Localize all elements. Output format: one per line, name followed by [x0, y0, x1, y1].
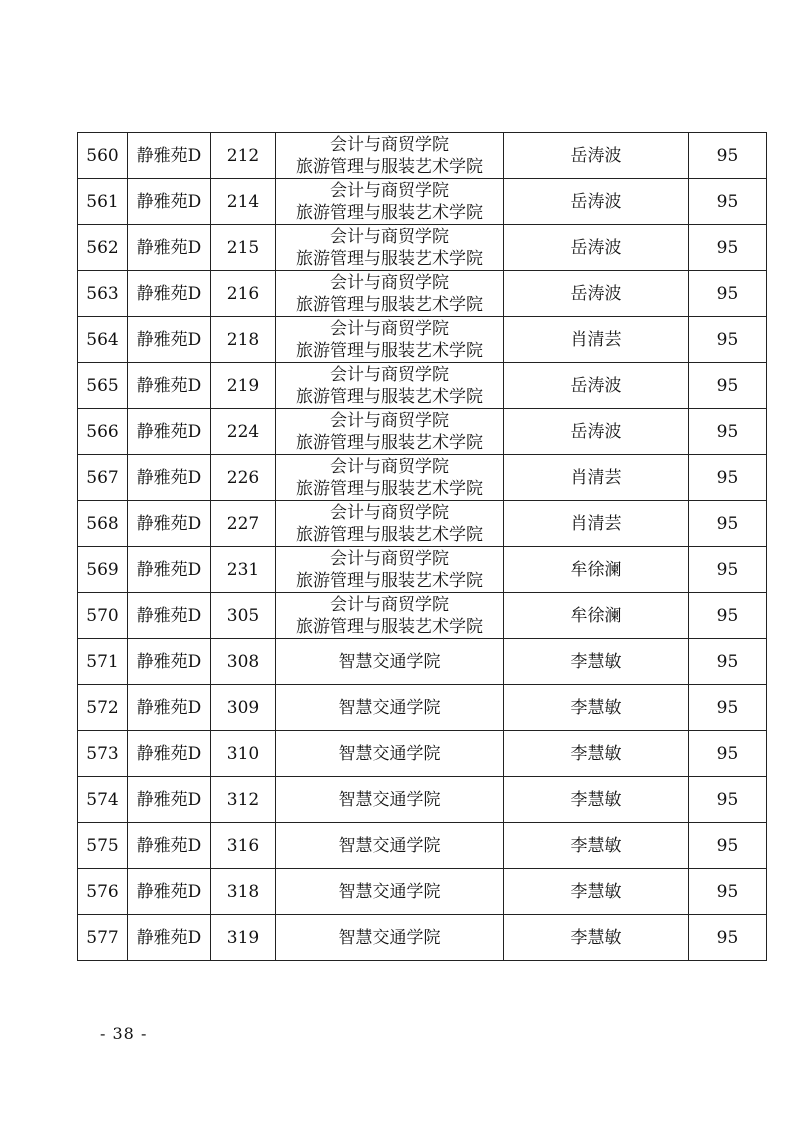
college-line: 智慧交通学院	[338, 697, 441, 718]
room-cell: 310	[211, 731, 276, 777]
score-cell: 95	[689, 409, 767, 455]
college-line: 智慧交通学院	[338, 927, 441, 948]
table-row	[78, 455, 767, 501]
building-cell: 静雅苑D	[128, 133, 211, 179]
row-number-cell: 567	[78, 455, 128, 501]
table-row	[78, 547, 767, 593]
building-cell: 静雅苑D	[128, 501, 211, 547]
college-cell	[276, 133, 504, 179]
college-cell	[276, 685, 504, 731]
score-cell: 95	[689, 731, 767, 777]
college-cell	[276, 593, 504, 639]
manager-name-cell: 肖清芸	[504, 455, 689, 501]
college-cell	[276, 455, 504, 501]
room-cell: 309	[211, 685, 276, 731]
table-row	[78, 317, 767, 363]
row-number-cell: 562	[78, 225, 128, 271]
score-cell: 95	[689, 455, 767, 501]
college-line: 智慧交通学院	[338, 651, 441, 672]
score-cell: 95	[689, 823, 767, 869]
table-row	[78, 915, 767, 961]
building-cell: 静雅苑D	[128, 225, 211, 271]
college-line: 会计与商贸学院	[330, 272, 449, 293]
score-cell: 95	[689, 777, 767, 823]
college-line: 会计与商贸学院	[330, 134, 449, 155]
manager-name-cell: 岳涛波	[504, 133, 689, 179]
table-row	[78, 593, 767, 639]
room-cell: 319	[211, 915, 276, 961]
college-cell	[276, 731, 504, 777]
score-cell: 95	[689, 363, 767, 409]
room-cell: 227	[211, 501, 276, 547]
room-cell: 224	[211, 409, 276, 455]
score-cell: 95	[689, 639, 767, 685]
college-cell	[276, 639, 504, 685]
row-number-cell: 577	[78, 915, 128, 961]
college-cell	[276, 363, 504, 409]
manager-name-cell: 岳涛波	[504, 409, 689, 455]
row-number-cell: 573	[78, 731, 128, 777]
room-cell: 212	[211, 133, 276, 179]
row-number-cell: 574	[78, 777, 128, 823]
room-cell: 308	[211, 639, 276, 685]
manager-name-cell: 岳涛波	[504, 363, 689, 409]
college-line: 旅游管理与服装艺术学院	[296, 570, 483, 591]
row-number-cell: 576	[78, 869, 128, 915]
score-cell: 95	[689, 225, 767, 271]
building-cell: 静雅苑D	[128, 271, 211, 317]
college-line: 智慧交通学院	[338, 835, 441, 856]
college-line: 旅游管理与服装艺术学院	[296, 340, 483, 361]
row-number-cell: 569	[78, 547, 128, 593]
table-row	[78, 731, 767, 777]
row-number-cell: 563	[78, 271, 128, 317]
building-cell: 静雅苑D	[128, 685, 211, 731]
building-cell: 静雅苑D	[128, 915, 211, 961]
table-row	[78, 271, 767, 317]
manager-name-cell: 李慧敏	[504, 639, 689, 685]
college-line: 会计与商贸学院	[330, 410, 449, 431]
manager-name-cell: 牟徐澜	[504, 547, 689, 593]
college-line: 会计与商贸学院	[330, 226, 449, 247]
college-line: 智慧交通学院	[338, 789, 441, 810]
row-number-cell: 570	[78, 593, 128, 639]
table-row	[78, 777, 767, 823]
college-cell	[276, 271, 504, 317]
row-number-cell: 561	[78, 179, 128, 225]
manager-name-cell: 李慧敏	[504, 685, 689, 731]
table-row	[78, 823, 767, 869]
row-number-cell: 560	[78, 133, 128, 179]
table-row	[78, 363, 767, 409]
row-number-cell: 564	[78, 317, 128, 363]
college-line: 智慧交通学院	[338, 743, 441, 764]
score-cell: 95	[689, 133, 767, 179]
score-cell: 95	[689, 915, 767, 961]
college-line: 旅游管理与服装艺术学院	[296, 386, 483, 407]
college-cell	[276, 915, 504, 961]
college-cell	[276, 547, 504, 593]
table-body	[78, 133, 767, 961]
college-line: 会计与商贸学院	[330, 180, 449, 201]
score-cell: 95	[689, 179, 767, 225]
college-line: 旅游管理与服装艺术学院	[296, 156, 483, 177]
building-cell: 静雅苑D	[128, 179, 211, 225]
college-cell	[276, 317, 504, 363]
manager-name-cell: 岳涛波	[504, 225, 689, 271]
building-cell: 静雅苑D	[128, 593, 211, 639]
manager-name-cell: 李慧敏	[504, 869, 689, 915]
college-line: 智慧交通学院	[338, 881, 441, 902]
room-cell: 305	[211, 593, 276, 639]
building-cell: 静雅苑D	[128, 409, 211, 455]
manager-name-cell: 李慧敏	[504, 777, 689, 823]
building-cell: 静雅苑D	[128, 731, 211, 777]
building-cell: 静雅苑D	[128, 317, 211, 363]
row-number-cell: 566	[78, 409, 128, 455]
room-cell: 316	[211, 823, 276, 869]
room-cell: 218	[211, 317, 276, 363]
room-cell: 312	[211, 777, 276, 823]
college-line: 旅游管理与服装艺术学院	[296, 524, 483, 545]
college-line: 会计与商贸学院	[330, 548, 449, 569]
manager-name-cell: 岳涛波	[504, 271, 689, 317]
college-line: 旅游管理与服装艺术学院	[296, 616, 483, 637]
college-cell	[276, 823, 504, 869]
college-cell	[276, 225, 504, 271]
building-cell: 静雅苑D	[128, 455, 211, 501]
college-line: 会计与商贸学院	[330, 318, 449, 339]
room-cell: 219	[211, 363, 276, 409]
table-row	[78, 409, 767, 455]
table-row	[78, 869, 767, 915]
room-cell: 215	[211, 225, 276, 271]
row-number-cell: 565	[78, 363, 128, 409]
building-cell: 静雅苑D	[128, 777, 211, 823]
college-line: 旅游管理与服装艺术学院	[296, 202, 483, 223]
college-cell	[276, 179, 504, 225]
table-row	[78, 639, 767, 685]
college-line: 会计与商贸学院	[330, 456, 449, 477]
college-line: 会计与商贸学院	[330, 594, 449, 615]
building-cell: 静雅苑D	[128, 823, 211, 869]
score-cell: 95	[689, 501, 767, 547]
building-cell: 静雅苑D	[128, 547, 211, 593]
table-row	[78, 225, 767, 271]
room-cell: 231	[211, 547, 276, 593]
score-cell: 95	[689, 547, 767, 593]
manager-name-cell: 岳涛波	[504, 179, 689, 225]
row-number-cell: 575	[78, 823, 128, 869]
table-row	[78, 685, 767, 731]
row-number-cell: 568	[78, 501, 128, 547]
room-cell: 216	[211, 271, 276, 317]
building-cell: 静雅苑D	[128, 363, 211, 409]
college-line: 会计与商贸学院	[330, 364, 449, 385]
college-line: 旅游管理与服装艺术学院	[296, 248, 483, 269]
manager-name-cell: 李慧敏	[504, 915, 689, 961]
table-row	[78, 179, 767, 225]
manager-name-cell: 牟徐澜	[504, 593, 689, 639]
college-cell	[276, 869, 504, 915]
room-cell: 318	[211, 869, 276, 915]
manager-name-cell: 肖清芸	[504, 501, 689, 547]
college-line: 旅游管理与服装艺术学院	[296, 432, 483, 453]
score-cell: 95	[689, 685, 767, 731]
college-line: 会计与商贸学院	[330, 502, 449, 523]
building-cell: 静雅苑D	[128, 869, 211, 915]
dormitory-score-table	[77, 132, 767, 961]
room-cell: 214	[211, 179, 276, 225]
room-cell: 226	[211, 455, 276, 501]
table-row	[78, 133, 767, 179]
college-cell	[276, 777, 504, 823]
score-cell: 95	[689, 271, 767, 317]
score-cell: 95	[689, 593, 767, 639]
table-row	[78, 501, 767, 547]
page-number: - 38 -	[100, 1024, 148, 1043]
college-cell	[276, 501, 504, 547]
college-line: 旅游管理与服装艺术学院	[296, 294, 483, 315]
college-cell	[276, 409, 504, 455]
score-cell: 95	[689, 869, 767, 915]
score-cell: 95	[689, 317, 767, 363]
manager-name-cell: 李慧敏	[504, 731, 689, 777]
manager-name-cell: 李慧敏	[504, 823, 689, 869]
row-number-cell: 572	[78, 685, 128, 731]
building-cell: 静雅苑D	[128, 639, 211, 685]
manager-name-cell: 肖清芸	[504, 317, 689, 363]
row-number-cell: 571	[78, 639, 128, 685]
college-line: 旅游管理与服装艺术学院	[296, 478, 483, 499]
